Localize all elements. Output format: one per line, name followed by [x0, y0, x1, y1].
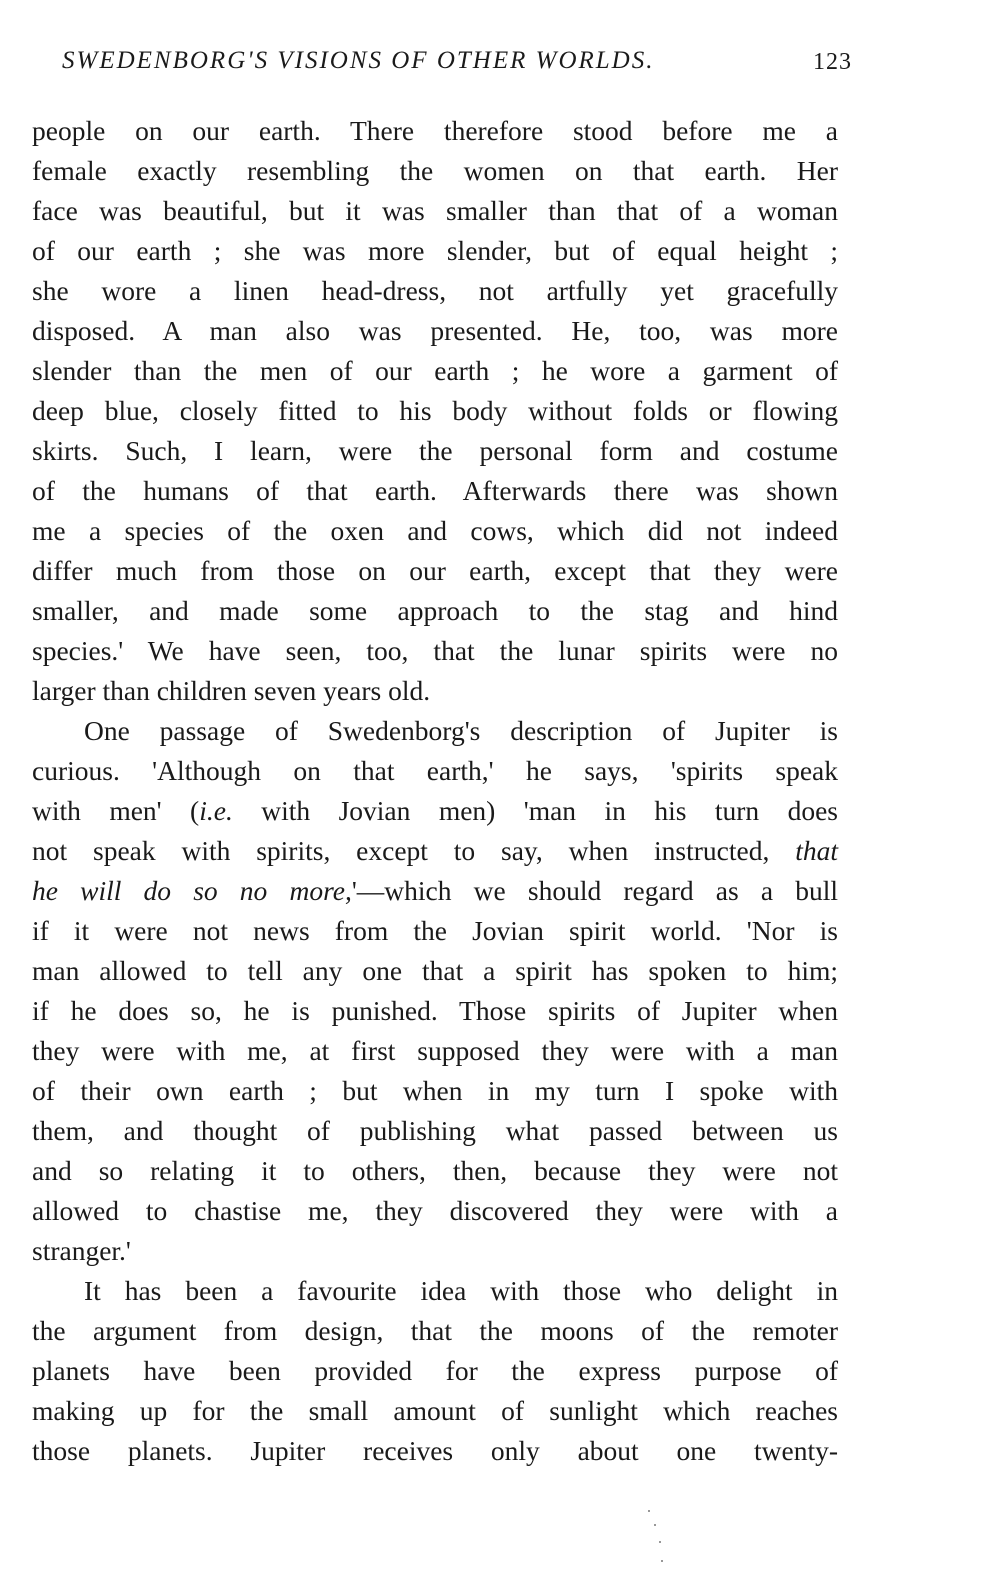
body-text	[32, 112, 838, 1472]
print-speck	[659, 1541, 661, 1543]
text-line: face was beautiful, but it was smaller than that of a woman	[32, 195, 838, 226]
text-line: they were with me, at first supposed they were with a man	[32, 1035, 838, 1066]
text-line: planets have been provided for the express purpose of	[32, 1355, 838, 1386]
page-number: 123	[813, 49, 852, 75]
text-line: skirts. Such, I learn, were the personal form and costume	[32, 435, 838, 466]
running-title: SWEDENBORG'S VISIONS OF OTHER WORLDS.	[62, 47, 655, 74]
text-line: those planets. Jupiter receives only about one twenty-	[32, 1435, 838, 1466]
text-line: differ much from those on our earth, except that they were	[32, 555, 838, 586]
text-line: disposed. A man also was presented. He, too, was more	[32, 315, 838, 346]
text-line: species.' We have seen, too, that the lunar spirits were no	[32, 635, 838, 666]
running-head	[62, 47, 852, 87]
text-line: deep blue, closely fitted to his body without folds or flowing	[32, 395, 838, 426]
text-line: larger than children seven years old.	[32, 675, 431, 706]
text-line: smaller, and made some approach to the stag and hind	[32, 595, 838, 626]
text-line: he will do so no more,'—which we should regard as a bull	[32, 875, 838, 906]
text-line: slender than the men of our earth ; he wore a garment of	[32, 355, 838, 386]
text-line: she wore a linen head-dress, not artfully yet gracefully	[32, 275, 838, 306]
text-line: One passage of Swedenborg's description of Jupiter is	[84, 715, 838, 746]
italic-phrase: he will do so no more,	[32, 875, 352, 906]
text-line: not speak with spirits, except to say, when instructed, that	[32, 835, 838, 866]
text-line: and so relating it to others, then, because they were not	[32, 1155, 838, 1186]
text-line: of our earth ; she was more slender, but of equal height ;	[32, 235, 838, 266]
print-speck	[654, 1524, 656, 1526]
text-line: if he does so, he is punished. Those spirits of Jupiter when	[32, 995, 838, 1026]
italic-phrase: i.e.	[199, 795, 233, 826]
paragraph-2	[32, 712, 838, 1272]
text-line: with men' (i.e. with Jovian men) 'man in his turn does	[32, 795, 838, 826]
text-line: It has been a favourite idea with those who delight in	[84, 1275, 838, 1306]
text-line: stranger.'	[32, 1235, 131, 1266]
text-line: female exactly resembling the women on that earth. Her	[32, 155, 838, 186]
italic-phrase: that	[795, 835, 838, 866]
text-line: curious. 'Although on that earth,' he says, 'spirits speak	[32, 755, 838, 786]
print-speck	[661, 1560, 663, 1562]
print-speck	[648, 1510, 650, 1512]
text-line: the argument from design, that the moons of the remoter	[32, 1315, 838, 1346]
text-line: people on our earth. There therefore stood before me a	[32, 115, 838, 146]
text-line: of their own earth ; but when in my turn I spoke with	[32, 1075, 838, 1106]
paragraph-1	[32, 112, 838, 712]
text-line: allowed to chastise me, they discovered they were with a	[32, 1195, 838, 1226]
text-line: if it were not news from the Jovian spirit world. 'Nor is	[32, 915, 838, 946]
text-line: them, and thought of publishing what passed between us	[32, 1115, 838, 1146]
paragraph-3	[32, 1272, 838, 1472]
text-line: of the humans of that earth. Afterwards there was shown	[32, 475, 838, 506]
text-line: man allowed to tell any one that a spirit has spoken to him;	[32, 955, 838, 986]
text-line: making up for the small amount of sunlight which reaches	[32, 1395, 838, 1426]
text-line: me a species of the oxen and cows, which did not indeed	[32, 515, 838, 546]
